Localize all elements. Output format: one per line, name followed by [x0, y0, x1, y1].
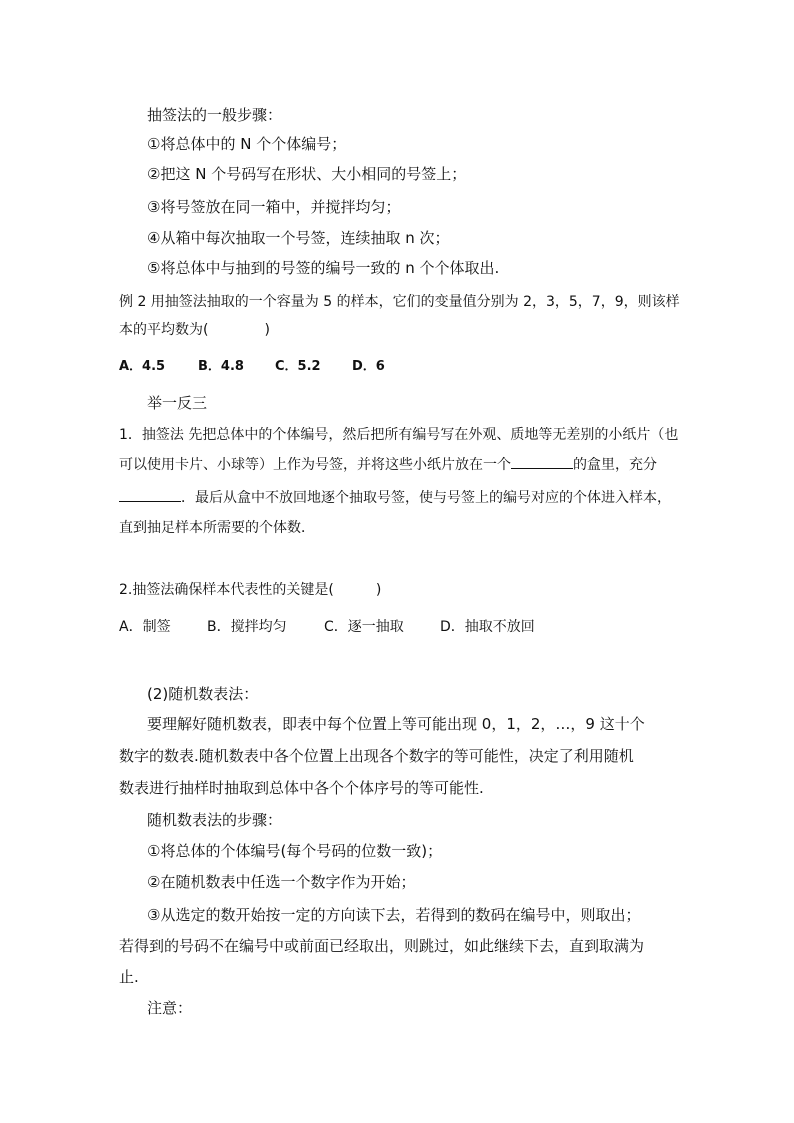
section2-step-2: ②在随机数表中任选一个数字作为开始；: [147, 873, 416, 891]
practice-q2-option-a: A．制签: [119, 619, 171, 635]
example2-option-d: D．6: [352, 359, 385, 374]
section1-step-3: ③将号签放在同一箱中，并搅拌均匀；: [147, 198, 401, 216]
fill-blank-1[interactable]: [511, 454, 573, 469]
section2-step-3-line1: ③从选定的数开始按一定的方向读下去，若得到的数码在编号中，则取出；: [147, 906, 641, 924]
section1-heading: 抽签法的一般步骤：: [147, 106, 283, 124]
section1-step-4: ④从箱中每次抽取一个号签，连续抽取 n 次；: [147, 229, 450, 247]
practice-q1-line2-text-a: 可以使用卡片、小球等）上作为号签，并将这些小纸片放在一个: [119, 457, 511, 473]
section2-para-line1: 要理解好随机数表，即表中每个位置上等可能出现 0，1，2，…，9 这十个: [147, 715, 645, 733]
section2-note: 注意：: [147, 999, 193, 1017]
practice-q1-line2: [119, 454, 657, 475]
section2-step-3-line2: 若得到的号码不在编号中或前面已经取出，则跳过，如此继续下去，直到取满为: [119, 937, 645, 955]
practice-q1-line4: 直到抽足样本所需要的个体数．: [119, 520, 315, 536]
section2-step-1: ①将总体的个体编号(每个号码的位数一致)；: [147, 842, 443, 860]
section2-para-line2: 数字的数表.随机数表中各个位置上出现各个数字的等可能性，决定了利用随机: [119, 747, 634, 765]
section1-step-2: ②把这 N 个号码写在形状、大小相同的号签上；: [147, 165, 467, 183]
example2-option-c: C．5.2: [275, 359, 321, 374]
section1-step-5: ⑤将总体中与抽到的号签的编号一致的 n 个个体取出.: [147, 259, 500, 277]
section2-steps-heading: 随机数表法的步骤：: [147, 811, 283, 829]
practice-q2-stem: 2.抽签法确保样本代表性的关键是( ): [119, 582, 382, 598]
example2-line2: 本的平均数为( ): [119, 322, 270, 338]
example2-line1: 例 2 用抽签法抽取的一个容量为 5 的样本，它们的变量值分别为 2，3，5，7，9，则该样: [119, 294, 680, 310]
section2-heading: (2)随机数表法：: [147, 685, 259, 703]
fill-blank-2[interactable]: [119, 487, 181, 502]
section2-para-line3: 数表进行抽样时抽取到总体中各个个体序号的等可能性.: [119, 779, 484, 797]
section2-step-3-line3: 止.: [119, 968, 139, 986]
practice-q1-line3: [119, 487, 671, 508]
practice-q2-option-b: B．搅拌均匀: [207, 619, 287, 635]
practice-q2-option-d: D．抽取不放回: [440, 619, 535, 635]
practice-q1-line2-text-b: 的盒里，充分: [573, 457, 657, 473]
example2-option-a: A．4.5: [119, 359, 166, 374]
practice-heading: 举一反三: [147, 394, 208, 412]
practice-q1-line1: 1．抽签法 先把总体中的个体编号，然后把所有编号写在外观、质地等无差别的小纸片（也: [119, 427, 679, 443]
practice-q2-option-c: C．逐一抽取: [324, 619, 404, 635]
section1-step-1: ①将总体中的 N 个个体编号；: [147, 135, 347, 153]
practice-q1-line3-text: ．最后从盒中不放回地逐个抽取号签，使与号签上的编号对应的个体进入样本，: [181, 490, 671, 506]
example2-option-b: B．4.8: [198, 359, 244, 374]
